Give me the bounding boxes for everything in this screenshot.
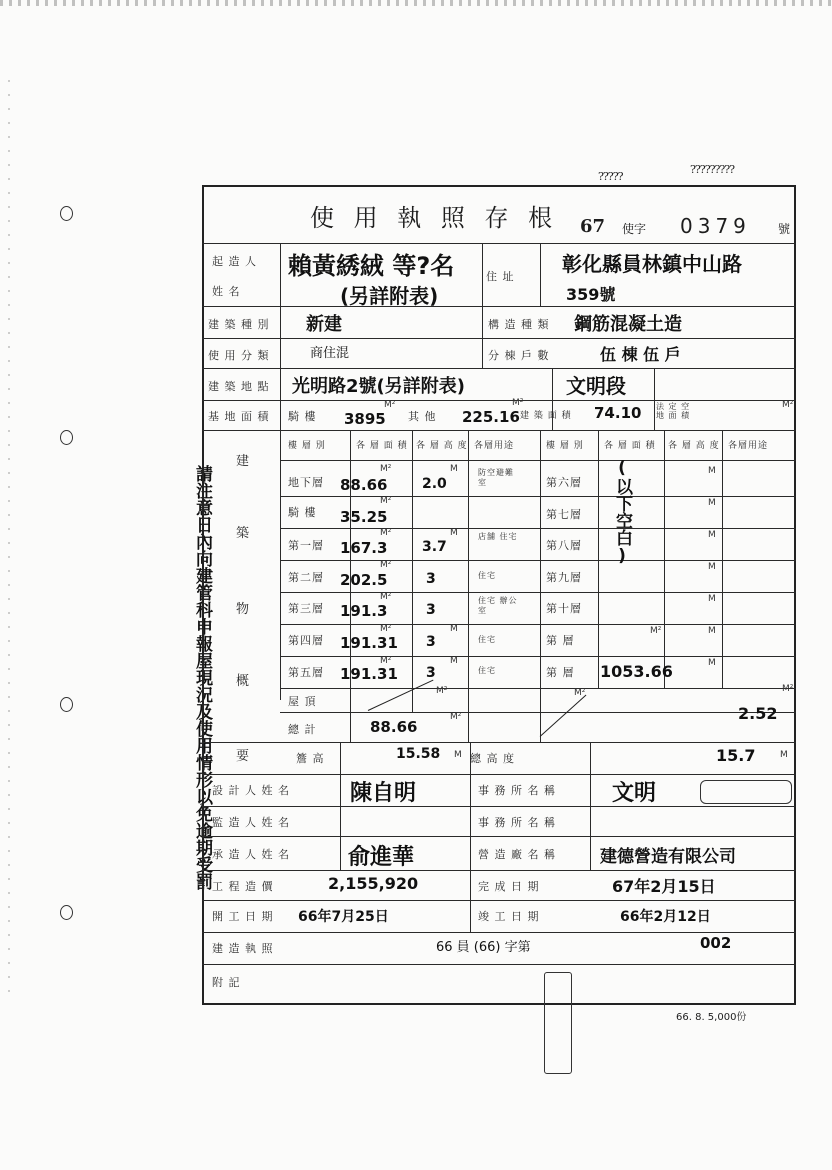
- col-head-use: 各層用途: [474, 441, 515, 451]
- row-line: [280, 560, 796, 561]
- unit-m2: M²: [512, 398, 524, 408]
- col-line: [722, 430, 723, 688]
- floor-name: 第五層: [288, 666, 324, 679]
- unit-m2: M²: [380, 656, 392, 666]
- section-label-3: 物: [236, 602, 251, 617]
- col-line: [540, 243, 541, 306]
- unit-m2: M²: [380, 464, 392, 474]
- label-floor-area: 法 定 空 地 面 積: [656, 402, 691, 420]
- header-fragment-left: ?????: [598, 170, 623, 183]
- floor-name-right: 第 層: [546, 634, 575, 647]
- label-cost: 工 程 造 價: [212, 880, 274, 893]
- lot-area: 225.16: [462, 408, 520, 426]
- scan-left-margin: [8, 80, 10, 1000]
- owner-name: 賴黃綉絨 等?名: [288, 252, 455, 280]
- floor-name-right: 第十層: [546, 602, 582, 615]
- label-remarks: 附 記: [212, 976, 241, 989]
- col-head-use-r: 各層用途: [728, 441, 769, 451]
- base-area: 3895: [344, 410, 386, 428]
- row-line: [202, 900, 796, 901]
- label-contractor: 承 造 人 姓 名: [212, 848, 290, 861]
- col-line: [664, 430, 665, 688]
- designer-name: 陳自明: [350, 781, 417, 806]
- ratio: 2.52: [738, 704, 778, 723]
- floor-height: 3.7: [422, 539, 447, 555]
- row-line: [280, 624, 796, 625]
- unit-m: M: [708, 498, 716, 508]
- unit-m: M: [708, 466, 716, 476]
- unit-m: M: [450, 656, 458, 666]
- completed-value: 67年2月15日: [612, 877, 716, 896]
- unit-m: M: [708, 658, 716, 668]
- row-line: [202, 368, 796, 369]
- floor-height: 3: [426, 665, 436, 681]
- col-line: [412, 430, 413, 712]
- floor-name-right: 第 層: [546, 666, 575, 679]
- total-height: 15.58: [396, 746, 441, 762]
- cost-value: 2,155,920: [328, 874, 419, 893]
- permit-no-value: 002: [700, 934, 732, 952]
- floor-height: 3: [426, 602, 436, 618]
- floor-area: 88.66: [370, 718, 418, 736]
- seal-stamp: [544, 972, 572, 1074]
- form-title: 使 用 執 照 存 根: [310, 204, 559, 232]
- row-line: [280, 688, 796, 689]
- usage-value: 商住混: [310, 346, 350, 361]
- empty-stamp: (以下空白): [612, 458, 632, 566]
- floor-area: 191.3: [340, 602, 388, 620]
- unit-m2: M²: [574, 688, 586, 698]
- label-households: 分 棟 戶 數: [488, 349, 550, 362]
- row-line: [202, 774, 796, 775]
- label-designer-office: 事 務 所 名 稱: [478, 784, 556, 797]
- col-line: [590, 742, 591, 870]
- row-line: [202, 400, 796, 401]
- finish-date-value: 66年2月12日: [620, 909, 711, 925]
- seal-stamp: [700, 780, 792, 804]
- floor-area: 88.66: [340, 476, 388, 494]
- designer-office: 文明: [612, 781, 657, 806]
- unit-m: M: [450, 464, 458, 474]
- col-line: [340, 742, 341, 870]
- unit-m2: M²: [380, 624, 392, 634]
- col-head-area-r: 各 層 面 積: [604, 441, 656, 451]
- row-line: [202, 338, 796, 339]
- floor-height: 2.0: [422, 476, 447, 492]
- label-completed: 完 成 日 期: [478, 880, 540, 893]
- col-line: [654, 368, 655, 430]
- floor-name: 屋 頂: [288, 695, 317, 708]
- floor-area: 191.31: [340, 634, 398, 652]
- structure-value: 鋼筋混凝土造: [574, 314, 682, 335]
- unit-m2: M²: [782, 400, 794, 410]
- label-supervisor-office: 事 務 所 名 稱: [478, 816, 556, 829]
- unit-m: M: [708, 530, 716, 540]
- col-line: [280, 243, 281, 700]
- total-area: 1053.66: [600, 662, 673, 681]
- row-line: [202, 430, 796, 431]
- row-line: [202, 870, 796, 871]
- col-head-floor-r: 樓 層 別: [546, 441, 584, 451]
- label-supervisor: 監 造 人 姓 名: [212, 816, 290, 829]
- row-line: [280, 592, 796, 593]
- label-contractor-office: 營 造 廠 名 稱: [478, 848, 556, 861]
- label-total-height: 總 高 度: [470, 752, 515, 765]
- section-label-4: 概: [236, 674, 251, 689]
- floor-use: 住宅: [478, 635, 496, 644]
- owner-note: (另詳附表): [340, 284, 439, 308]
- floor-use: 住宅: [478, 666, 496, 675]
- unit-m: M: [450, 528, 458, 538]
- row-line: [202, 306, 796, 307]
- number-suffix: 號: [778, 222, 791, 236]
- col-line: [482, 243, 483, 368]
- floor-name: 騎 樓: [288, 506, 317, 519]
- unit-m2: M²: [384, 400, 396, 410]
- floor-height: 3: [426, 634, 436, 650]
- permit-number: 0379: [680, 214, 751, 238]
- site-value: 光明路2號(另詳附表): [292, 376, 465, 397]
- col-head-height-r: 各 層 高 度: [668, 441, 720, 451]
- unit-m2: M²: [380, 560, 392, 570]
- label-site: 建 築 地 點: [208, 380, 270, 393]
- punch-hole-1: [60, 206, 73, 221]
- unit-m: M: [708, 562, 716, 572]
- label-other: 其 他: [408, 410, 437, 423]
- unit-m2: M²: [450, 712, 462, 722]
- punch-hole-3: [60, 697, 73, 712]
- col-line: [598, 430, 599, 688]
- footer-print: 66. 8. 5,000份: [676, 1012, 747, 1023]
- col-line: [470, 742, 471, 932]
- zoning-value: 文明段: [566, 374, 626, 398]
- label-address: 住 址: [486, 270, 515, 283]
- row-line: [280, 460, 796, 461]
- unit-m2: M²: [380, 496, 392, 506]
- floor-name: 第三層: [288, 602, 324, 615]
- col-line: [540, 430, 541, 742]
- row-line: [280, 656, 796, 657]
- floor-name: 地下層: [288, 476, 324, 489]
- label-eaves: 簷 高: [296, 752, 325, 765]
- unit-m2: M²: [650, 626, 662, 636]
- floor-use: 防空避難室: [478, 468, 514, 487]
- unit-m: M: [708, 626, 716, 636]
- label-permit: 建 造 執 照: [212, 942, 274, 955]
- label-area: 基 地 面 積: [208, 410, 270, 423]
- section-label-5: 要: [236, 749, 251, 764]
- label-building-area: 建 築 面 積: [520, 411, 572, 421]
- row-line: [202, 742, 796, 743]
- label-build-type: 建 築 種 別: [208, 318, 270, 331]
- floor-name: 第二層: [288, 571, 324, 584]
- row-line: [202, 964, 796, 965]
- households-value: 伍 棟 伍 戶: [600, 345, 681, 364]
- unit-m2: M²: [436, 686, 448, 696]
- header-fragment-right: ?????????: [690, 163, 735, 176]
- floor-use: 住宅 辦公室: [478, 596, 518, 615]
- eaves-height: 15.7: [716, 746, 756, 765]
- floor-name-right: 第七層: [546, 508, 582, 521]
- row-line: [280, 496, 796, 497]
- row-line: [280, 528, 796, 529]
- unit-m: M: [450, 624, 458, 634]
- row-line: [202, 932, 796, 933]
- unit-m2: M²: [380, 528, 392, 538]
- unit-m: M: [708, 594, 716, 604]
- punch-hole-4: [60, 905, 73, 920]
- row-line: [202, 836, 796, 837]
- address-no: 359號: [566, 285, 616, 304]
- floor-area: 167.3: [340, 539, 388, 557]
- build-type-value: 新建: [306, 314, 342, 335]
- building-area: 74.10: [594, 404, 642, 422]
- floor-name-right: 第九層: [546, 571, 582, 584]
- address: 彰化縣員林鎮中山路: [562, 252, 742, 276]
- floor-name-right: 第六層: [546, 476, 582, 489]
- scan-edge-marks: [0, 0, 832, 6]
- punch-hole-2: [60, 430, 73, 445]
- floor-name: 第一層: [288, 539, 324, 552]
- floor-use: 住宅: [478, 571, 496, 580]
- row-line: [202, 806, 796, 807]
- permit-text: 66 員 (66) 字第: [436, 940, 531, 955]
- floor-area: 35.25: [340, 508, 388, 526]
- label-finish: 竣 工 日 期: [478, 910, 540, 923]
- col-head-floor: 樓 層 別: [288, 441, 326, 451]
- unit-m2: M²: [782, 684, 794, 694]
- row-line: [202, 243, 796, 244]
- row-line: [280, 712, 796, 713]
- floor-name-right: 第八層: [546, 539, 582, 552]
- floor-name: 第四層: [288, 634, 324, 647]
- floor-height: 3: [426, 571, 436, 587]
- side-note: 請注意日內向建管科申報屋現況及使用情形以免逾期受罰: [192, 465, 212, 890]
- number-prefix: 67: [580, 216, 606, 237]
- col-head-area: 各 層 面 積: [356, 441, 408, 451]
- section-label-1: 建: [236, 454, 251, 469]
- label-lot: 騎 樓: [288, 410, 317, 423]
- floor-area: 191.31: [340, 665, 398, 683]
- number-mid: 使字: [622, 222, 647, 236]
- col-line: [468, 430, 469, 742]
- label-owner: 起 造 人: [212, 255, 257, 268]
- floor-area: 202.5: [340, 571, 388, 589]
- start-date-value: 66年7月25日: [298, 909, 389, 925]
- label-start: 開 工 日 期: [212, 910, 274, 923]
- unit-m: M: [780, 750, 788, 760]
- label-structure: 構 造 種 類: [488, 318, 550, 331]
- label-usage: 使 用 分 類: [208, 349, 270, 362]
- label-owner-name: 姓 名: [212, 285, 241, 298]
- floor-use: 店舖 住宅: [478, 532, 518, 541]
- floor-name: 總 計: [288, 723, 317, 736]
- label-designer: 設 計 人 姓 名: [212, 784, 290, 797]
- contractor-office: 建德營造有限公司: [600, 847, 736, 867]
- col-head-height: 各 層 高 度: [416, 441, 468, 451]
- section-label-2: 築: [236, 526, 251, 541]
- unit-m2: M²: [380, 592, 392, 602]
- unit-m: M: [454, 750, 462, 760]
- contractor-name: 俞進華: [348, 845, 415, 870]
